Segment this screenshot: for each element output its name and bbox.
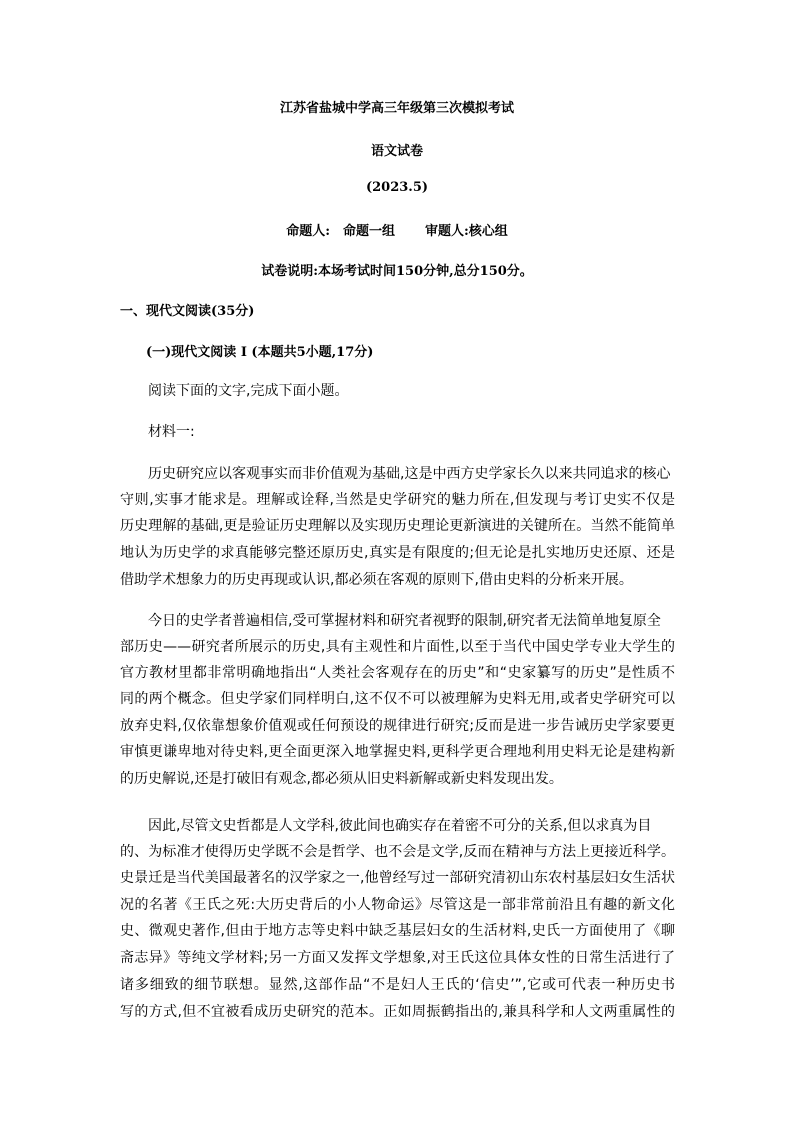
paragraph-3-line: 斋志异》等纯文学材料;另一方面又发挥文学想象,对王氏这位具体女性的日常生活进行了 [120,950,675,966]
paragraph-2-line: 官方教材里都非常明确地指出“人类社会客观存在的历史”和“史家纂写的历史”是性质不 [120,665,675,681]
paragraph-3-line: 写的方式,但不宜被看成历史研究的范本。正如周振鹤指出的,兼具科学和人文两重属性的 [120,1004,675,1020]
exam-instructions: 试卷说明:本场考试时间150分钟,总分150分。 [261,264,533,279]
exam-subject: 语文试卷 [370,144,423,159]
reading-prompt: 阅读下面的文字,完成下面小题。 [148,383,349,399]
paragraph-2-line: 部历史——研究者所展示的历史,具有主观性和片面性,以至于当代中国史学专业大学生的 [120,639,675,655]
paragraph-3-line: 史、微观史著作,但由于地方志等史料中缺乏基层妇女的生活材料,史氏一方面使用了《聊 [120,923,675,939]
subsection-title: (一)现代文阅读 I (本题共5小题,17分) [146,345,374,360]
reviewer: 审题人:核心组 [425,224,508,239]
paragraph-2-line: 的历史解说,还是打破旧有观念,都必须从旧史料新解或新史料发现出发。 [120,771,563,787]
paragraph-2-line: 同的两个概念。但史学家们同样明白,这不仅不可以被理解为史料无用,或者史学研究可以 [120,691,675,707]
section-title: 一、现代文阅读(35分) [120,304,255,319]
proposer: 命题人: 命题一组 [286,224,395,239]
material-label: 材料一: [148,424,195,440]
paragraph-2-line: 放弃史料,仅依靠想象价值观或任何预设的规律进行研究;反而是进一步告诫历史学家要更 [120,718,675,734]
paragraph-1-line: 守则,实事才能求是。理解或诠释,当然是史学研究的魅力所在,但发现与考订史实不仅是 [120,492,675,508]
exam-date: (2023.5) [365,180,429,195]
paragraph-2-line: 今日的史学者普遍相信,受可掌握材料和研究者视野的限制,研究者无法简单地复原全 [148,613,661,629]
paragraph-3-line: 的、为标准才使得历史学既不会是哲学、也不会是文学,反而在精神与方法上更接近科学。 [120,844,675,860]
paragraph-3-line: 因此,尽管文史哲都是人文学科,彼此间也确实存在着密不可分的关系,但以求真为目 [148,818,652,834]
paragraph-3-line: 史景迁是当代美国最著名的汉学家之一,他曾经写过一部研究清初山东农村基层妇女生活状 [120,870,675,886]
paragraph-3-line: 诸多细致的细节联想。显然,这部作品“不是妇人王氏的‘信史’”,它或可代表一种历史书 [120,977,675,993]
paragraph-2-line: 审慎更谦卑地对待史料,更全面更深入地掌握史料,更科学更合理地利用史料无论是建构新 [120,744,675,760]
exam-authors [0,220,794,239]
exam-title: 江苏省盐城中学高三年级第三次模拟考试 [279,101,514,116]
paragraph-1-line: 地认为历史学的求真能够完整还原历史,真实是有限度的;但无论是扎实地历史还原、还是 [120,545,675,561]
paragraph-3-line: 况的名著《王氏之死:大历史背后的小人物命运》尽管这是一部非常前沿且有趣的新文化 [120,897,675,913]
paragraph-1-line: 历史理解的基础,更是验证历史理解以及实现历史理论更新演进的关键所在。当然不能简单 [120,518,675,534]
paragraph-1-line: 借助学术想象力的历史再现或认识,都必须在客观的原则下,借由史料的分析来开展。 [120,572,633,588]
paragraph-1-line: 历史研究应以客观事实而非价值观为基础,这是中西方史学家长久以来共同追求的核心 [148,466,671,482]
